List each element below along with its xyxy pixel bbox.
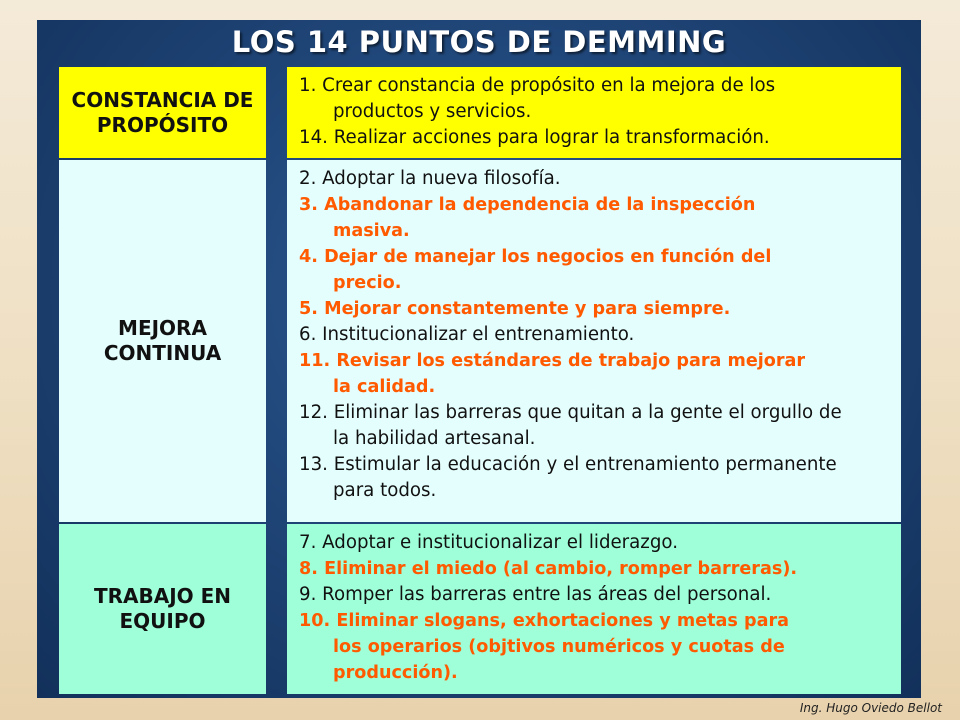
- point-14: 14. Realizar acciones para lograr la transformación.: [299, 127, 770, 148]
- category-constancia: CONSTANCIA DE PROPÓSITO: [59, 67, 266, 158]
- point-1: 1. Crear constancia de propósito en la mejora de los productos y servicios.: [299, 75, 776, 122]
- point-7: 7. Adoptar e institucionalizar el liderazgo.: [299, 532, 678, 553]
- point-10: 10. Eliminar slogans, exhortaciones y metas para los operarios (objtivos numéricos y cuotas de producción).: [299, 611, 790, 683]
- slide-title: LOS 14 PUNTOS DE DEMMING: [231, 25, 727, 59]
- point-11: 11. Revisar los estándares de trabajo para mejorar la calidad.: [299, 351, 806, 397]
- slide-background: [37, 20, 921, 698]
- box-constancia: [287, 67, 901, 158]
- point-12: 12. Eliminar las barreras que quitan a la gente el orgullo de la habilidad artesanal.: [299, 402, 842, 449]
- author-credit: Ing. Hugo Oviedo Bellot: [799, 701, 942, 715]
- box-mejora: [287, 160, 901, 522]
- point-3: 3. Abandonar la dependencia de la inspección masiva.: [299, 195, 756, 241]
- category-mejora: MEJORA CONTINUA: [59, 160, 266, 522]
- category-trabajo: TRABAJO EN EQUIPO: [59, 524, 266, 694]
- point-2: 2. Adoptar la nueva filosofía.: [299, 168, 561, 189]
- box-trabajo: [287, 524, 901, 694]
- point-5: 5. Mejorar constantemente y para siempre.: [299, 299, 731, 319]
- point-6: 6. Institucionalizar el entrenamiento.: [299, 324, 635, 345]
- point-13: 13. Estimular la educación y el entrenamiento permanente para todos.: [299, 454, 837, 501]
- point-8: 8. Eliminar el miedo (al cambio, romper barreras).: [299, 559, 798, 579]
- point-4: 4. Dejar de manejar los negocios en función del precio.: [299, 247, 772, 293]
- point-9: 9. Romper las barreras entre las áreas del personal.: [299, 584, 772, 605]
